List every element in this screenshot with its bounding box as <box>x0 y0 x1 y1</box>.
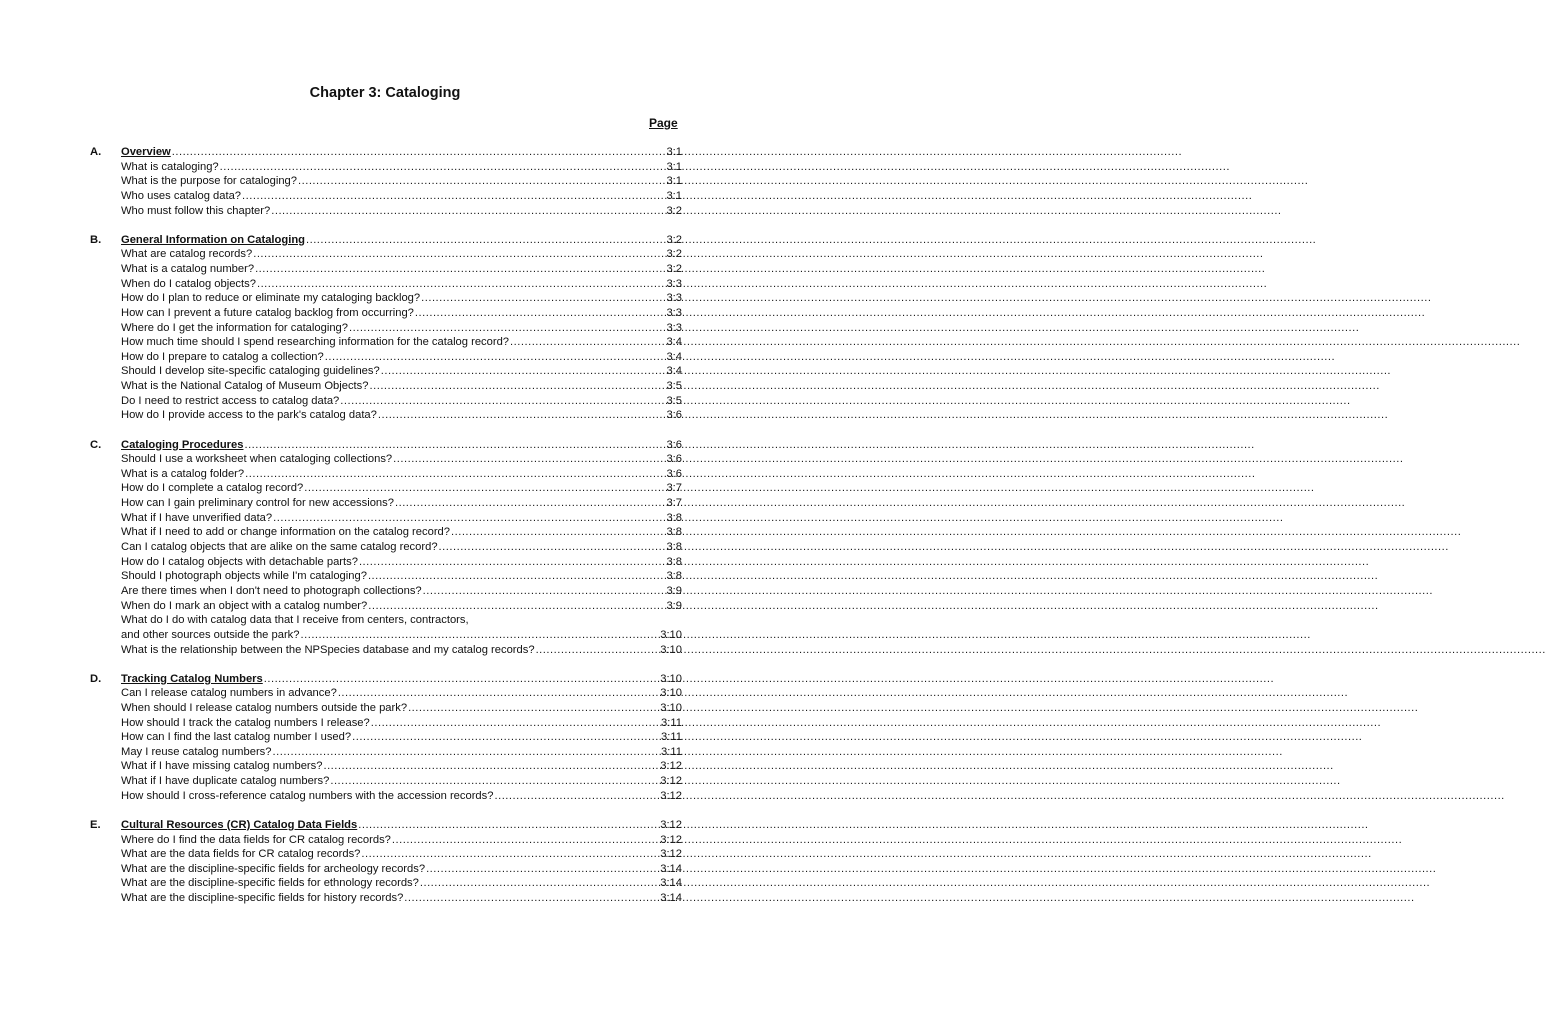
toc-entry[interactable] <box>90 321 682 336</box>
entry-text: How should I track the catalog numbers I release? <box>121 716 370 729</box>
dot-leader <box>273 745 661 760</box>
page-number: 3:8 <box>666 526 682 539</box>
toc-entry[interactable] <box>90 394 682 409</box>
dot-leader <box>349 321 665 336</box>
entry-text: How do I prepare to catalog a collection? <box>121 350 324 363</box>
dot-leader <box>257 277 665 292</box>
page-number: 3:5 <box>666 394 682 407</box>
toc-entry[interactable] <box>90 599 682 614</box>
page-number: 3:14 <box>660 862 682 875</box>
toc-entry[interactable] <box>90 291 682 306</box>
page-number: 3:12 <box>660 775 682 788</box>
entry-text: How can I prevent a future catalog backlog from occurring? <box>121 306 414 319</box>
page-number: 3:10 <box>660 687 682 700</box>
dot-leader <box>423 584 666 599</box>
page-number: 3:12 <box>660 789 682 802</box>
entry-text: What are the discipline-specific fields for ethnology records? <box>121 877 419 890</box>
dot-leader <box>361 847 659 862</box>
toc-entry[interactable] <box>90 759 682 774</box>
page-number: 3:11 <box>661 716 682 729</box>
chapter-title: Chapter 3: Cataloging <box>309 85 461 101</box>
dot-leader <box>323 759 659 774</box>
toc-entry[interactable] <box>90 379 682 394</box>
toc-entry[interactable] <box>90 847 682 862</box>
dot-leader <box>298 174 665 189</box>
dot-leader <box>338 686 659 701</box>
entry-text: How can I gain preliminary control for new accessions? <box>121 497 394 510</box>
toc-entry[interactable] <box>90 876 682 891</box>
entry-text: What is cataloging? <box>121 160 219 173</box>
toc-entry[interactable] <box>90 540 682 555</box>
page-number: 3:2 <box>666 262 682 275</box>
page-number: 3:2 <box>666 248 682 261</box>
page-number: 3:7 <box>666 497 682 510</box>
page-number: 3:3 <box>666 292 682 305</box>
dot-leader <box>172 145 666 160</box>
page-number: 3:11 <box>661 745 682 758</box>
page-number: 3:1 <box>666 146 682 158</box>
page-number: 3:7 <box>666 482 682 495</box>
page-number: 3:10 <box>660 643 682 656</box>
entry-text: How do I plan to reduce or eliminate my cataloging backlog? <box>121 292 421 305</box>
entry-text: What is the relationship between the NPSpecies database and my catalog records? <box>121 643 535 656</box>
dot-leader <box>368 569 666 584</box>
toc-entry[interactable] <box>90 555 682 570</box>
page-number: 3:10 <box>660 672 682 685</box>
entry-text: Are there times when I don't need to photograph collections? <box>121 584 422 597</box>
page-number: 3:12 <box>660 818 682 831</box>
page-number: 3:1 <box>666 160 682 173</box>
dot-leader <box>301 628 660 643</box>
entry-text: What is the National Catalog of Museum Objects? <box>121 380 369 393</box>
toc-entry[interactable] <box>90 862 682 877</box>
section-letter: E. <box>90 818 101 831</box>
toc-entry[interactable] <box>90 891 682 906</box>
toc-entry[interactable] <box>90 745 682 760</box>
entry-text: Who uses catalog data? <box>121 189 242 202</box>
entry-text: What is the purpose for cataloging? <box>121 175 297 188</box>
toc-entry[interactable] <box>90 160 682 175</box>
dot-leader <box>415 306 666 321</box>
dot-leader <box>340 394 665 409</box>
dot-leader <box>421 291 665 306</box>
dot-leader <box>304 481 665 496</box>
toc-entry[interactable] <box>90 189 682 204</box>
dot-leader <box>510 335 665 350</box>
toc-entry[interactable] <box>90 789 682 804</box>
dot-leader <box>264 672 659 687</box>
page-number: 3:8 <box>666 570 682 583</box>
toc-entry[interactable] <box>90 643 682 658</box>
entry-text: Can I release catalog numbers in advance? <box>121 687 337 700</box>
section-letter: C. <box>90 438 102 451</box>
toc-section <box>90 233 682 423</box>
page-number: 3:4 <box>666 365 682 378</box>
page-number: 3:9 <box>666 599 682 612</box>
section-letter: D. <box>90 672 102 685</box>
page-number: 3:4 <box>666 336 682 349</box>
toc-entry[interactable] <box>90 467 682 482</box>
dot-leader <box>370 379 666 394</box>
dot-leader <box>253 247 665 262</box>
page-number: 3:8 <box>666 511 682 524</box>
toc-section <box>90 145 682 218</box>
section-heading-text: Overview <box>121 146 171 158</box>
entry-text: Should I photograph objects while I'm cataloging? <box>121 570 367 583</box>
page-number: 3:12 <box>660 760 682 773</box>
toc-entry[interactable] <box>90 481 682 496</box>
page-number: 3:10 <box>660 628 682 641</box>
page-number: 3:14 <box>660 877 682 890</box>
page-number: 3:6 <box>666 438 682 451</box>
page-number: 3:14 <box>660 892 682 905</box>
toc-entry[interactable] <box>90 204 682 219</box>
toc-entry[interactable] <box>90 716 682 731</box>
page-number: 3:12 <box>660 848 682 861</box>
dot-leader <box>439 540 666 555</box>
toc-section <box>90 818 682 906</box>
entry-text: How do I complete a catalog record? <box>121 482 304 495</box>
entry-text: What are the data fields for CR catalog records? <box>121 848 361 861</box>
dot-leader <box>420 876 659 891</box>
toc-entry[interactable] <box>90 174 682 189</box>
entry-text: What if I have duplicate catalog numbers? <box>121 775 330 788</box>
dot-leader <box>271 204 665 219</box>
dot-leader <box>426 862 659 877</box>
page-number: 3:10 <box>660 701 682 714</box>
section-heading-text: General Information on Cataloging <box>121 233 305 246</box>
entry-text: What are the discipline-specific fields for history records? <box>121 892 404 905</box>
entry-text: Where do I find the data fields for CR catalog records? <box>121 833 391 846</box>
entry-text: What if I have unverified data? <box>121 511 273 524</box>
entry-text: What do I do with catalog data that I receive from centers, contractors, <box>121 614 469 627</box>
page-number: 3:3 <box>666 321 682 334</box>
dot-leader <box>358 818 659 833</box>
entry-text: How do I provide access to the park's catalog data? <box>121 409 377 422</box>
toc-entry[interactable] <box>90 730 682 745</box>
page-number: 3:12 <box>660 833 682 846</box>
toc-section <box>90 672 682 804</box>
toc-entry[interactable] <box>90 408 682 423</box>
dot-leader <box>244 438 665 453</box>
dot-leader <box>494 789 659 804</box>
toc-entry[interactable] <box>90 511 682 526</box>
page-number: 3:8 <box>666 541 682 554</box>
dot-leader <box>536 643 660 658</box>
page-number: 3:3 <box>666 306 682 319</box>
toc-entry[interactable] <box>90 350 682 365</box>
dot-leader <box>378 408 666 423</box>
toc-entry[interactable] <box>90 496 682 511</box>
page-number: 3:1 <box>666 175 682 188</box>
dot-leader <box>359 555 665 570</box>
entry-text: What is a catalog number? <box>121 262 255 275</box>
dot-leader <box>368 599 665 614</box>
dot-leader <box>371 716 660 731</box>
section-heading-text: Cataloging Procedures <box>121 438 244 451</box>
dot-leader <box>408 701 659 716</box>
page-number: 3:2 <box>666 204 682 217</box>
dot-leader <box>381 364 666 379</box>
entry-text: How should I cross-reference catalog numbers with the accession records? <box>121 789 494 802</box>
toc-entry[interactable] <box>90 247 682 262</box>
toc-entry[interactable] <box>90 628 682 643</box>
toc-entry[interactable] <box>90 335 682 350</box>
dot-leader <box>352 730 660 745</box>
toc-section <box>90 438 682 658</box>
toc-entry[interactable] <box>90 701 682 716</box>
page-number: 3:5 <box>666 380 682 393</box>
entry-text: What if I need to add or change information on the catalog record? <box>121 526 450 539</box>
section-heading-text: Cultural Resources (CR) Catalog Data Fields <box>121 818 358 831</box>
dot-leader <box>242 189 665 204</box>
section-heading-text: Tracking Catalog Numbers <box>121 672 263 685</box>
page-number: 3:9 <box>666 584 682 597</box>
entry-text: What are catalog records? <box>121 248 253 261</box>
toc-entry[interactable] <box>90 364 682 379</box>
table-of-contents <box>90 145 682 920</box>
entry-text: Should I use a worksheet when cataloging collections? <box>121 453 393 466</box>
dot-leader <box>245 467 665 482</box>
dot-leader <box>255 262 665 277</box>
page-number: 3:6 <box>666 467 682 480</box>
toc-section-heading[interactable] <box>90 233 682 248</box>
section-letter: B. <box>90 233 102 246</box>
toc-entry[interactable] <box>90 306 682 321</box>
page-number: 3:11 <box>661 731 682 744</box>
entry-text: What if I have missing catalog numbers? <box>121 760 323 773</box>
dot-leader <box>404 891 659 906</box>
toc-entry[interactable] <box>90 525 682 540</box>
entry-text: How much time should I spend researching information for the catalog record? <box>121 336 510 349</box>
toc-entry[interactable] <box>90 774 682 789</box>
page-column-header: Page <box>649 116 678 130</box>
toc-section-heading[interactable] <box>90 438 682 453</box>
toc-entry[interactable] <box>90 277 682 292</box>
entry-text: When should I release catalog numbers outside the park? <box>121 701 408 714</box>
entry-text: What is a catalog folder? <box>121 467 245 480</box>
entry-text: When do I catalog objects? <box>121 277 256 290</box>
entry-text: How can I find the last catalog number I used? <box>121 731 352 744</box>
section-letter: A. <box>90 146 102 158</box>
entry-text: How do I catalog objects with detachable parts? <box>121 555 358 568</box>
entry-text: What are the discipline-specific fields for archeology records? <box>121 862 426 875</box>
entry-text: Can I catalog objects that are alike on the same catalog record? <box>121 541 438 554</box>
dot-leader <box>325 350 666 365</box>
entry-text: May I reuse catalog numbers? <box>121 745 272 758</box>
page-number: 3:4 <box>666 350 682 363</box>
toc-entry[interactable] <box>90 833 682 848</box>
entry-text: Where do I get the information for cataloging? <box>121 321 348 334</box>
page-number: 3:1 <box>666 189 682 202</box>
toc-entry[interactable] <box>90 686 682 701</box>
page-number: 3:6 <box>666 409 682 422</box>
toc-section-heading[interactable] <box>90 145 682 160</box>
entry-text: Who must follow this chapter? <box>121 204 271 217</box>
toc-entry[interactable] <box>90 613 682 628</box>
entry-text: and other sources outside the park? <box>121 628 300 641</box>
toc-entry[interactable] <box>90 569 682 584</box>
toc-entry[interactable] <box>90 452 682 467</box>
toc-section-heading[interactable] <box>90 672 682 687</box>
entry-text: Should I develop site-specific cataloging guidelines? <box>121 365 380 378</box>
dot-leader <box>392 833 659 848</box>
toc-entry[interactable] <box>90 584 682 599</box>
page-number: 3:2 <box>666 233 682 246</box>
dot-leader <box>395 496 665 511</box>
dot-leader <box>306 233 665 248</box>
toc-entry[interactable] <box>90 262 682 277</box>
entry-text: When do I mark an object with a catalog number? <box>121 599 368 612</box>
dot-leader <box>451 525 665 540</box>
page-number: 3:8 <box>666 555 682 568</box>
page-number: 3:3 <box>666 277 682 290</box>
dot-leader <box>330 774 659 789</box>
dot-leader <box>220 160 666 175</box>
toc-section-heading[interactable] <box>90 818 682 833</box>
dot-leader <box>273 511 665 526</box>
page-number: 3:6 <box>666 453 682 466</box>
dot-leader <box>393 452 665 467</box>
entry-text: Do I need to restrict access to catalog data? <box>121 394 340 407</box>
